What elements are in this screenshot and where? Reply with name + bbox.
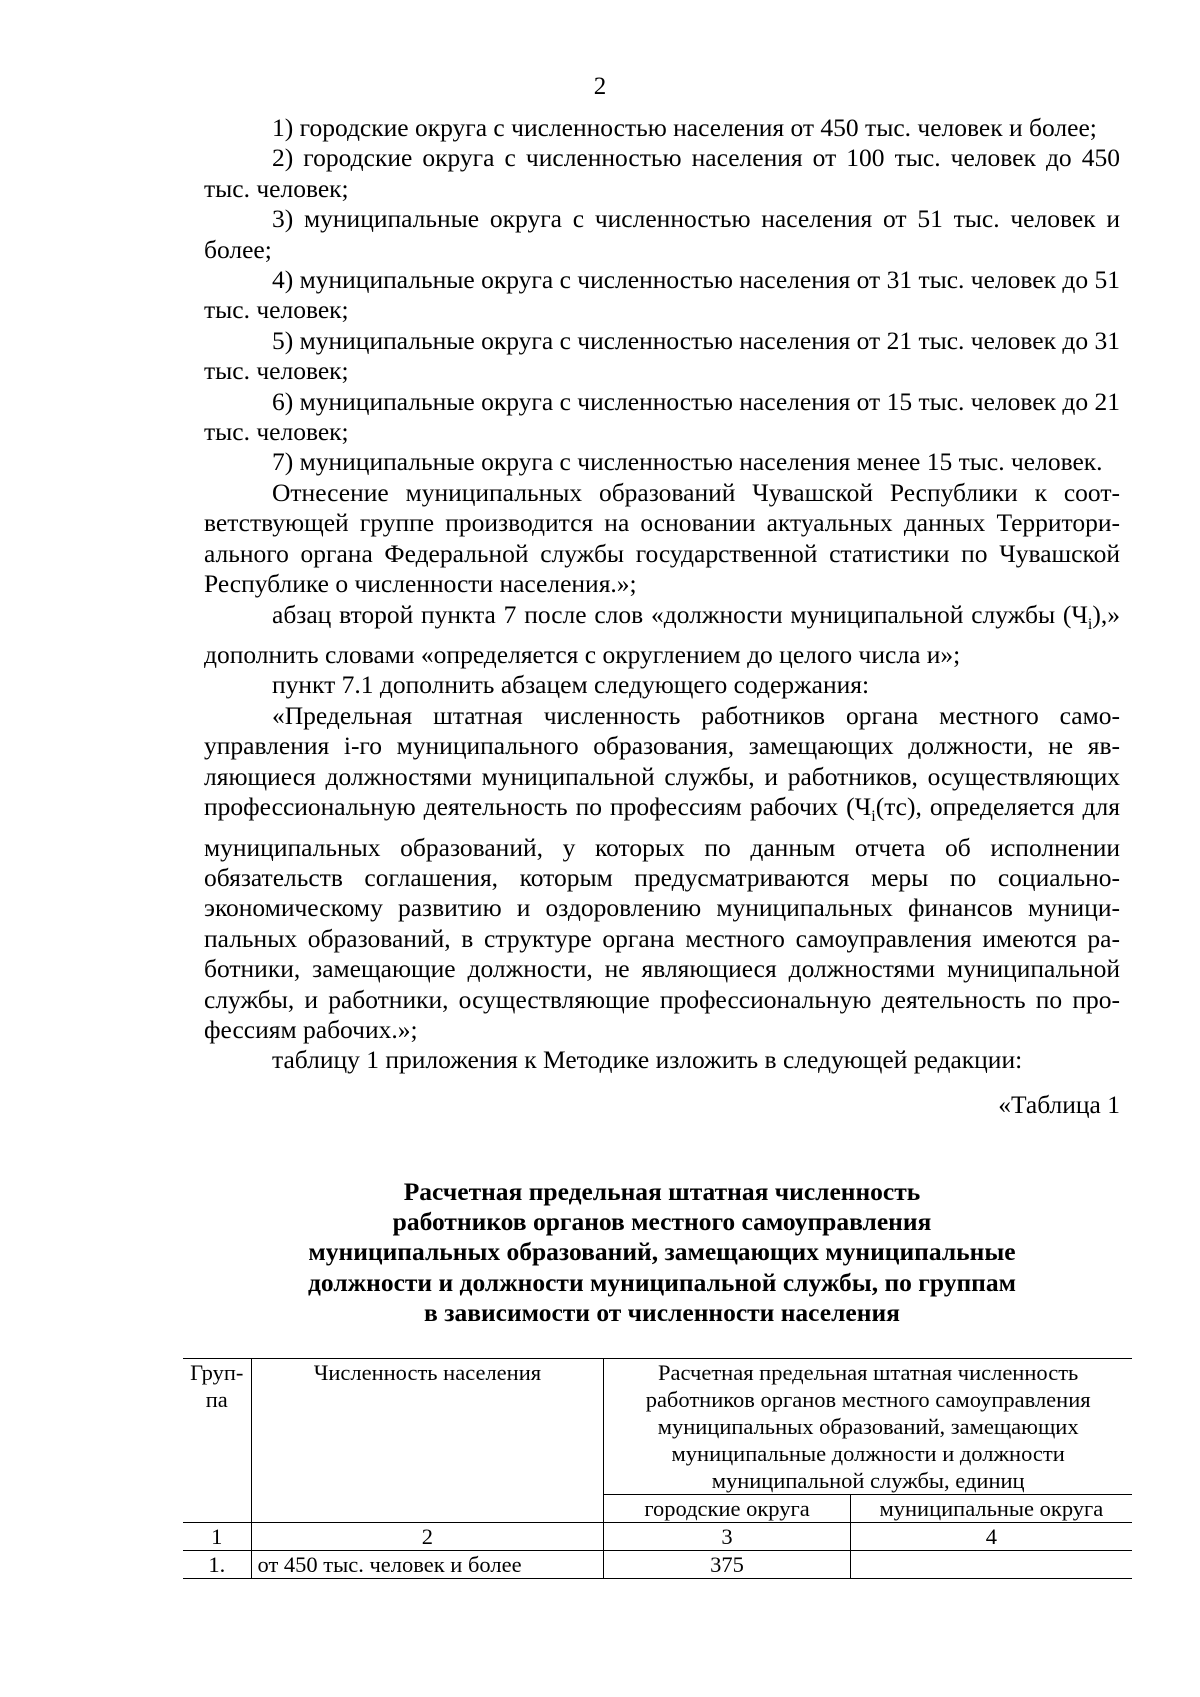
table-title	[204, 1177, 1120, 1328]
column-number: 3	[604, 1523, 850, 1551]
paragraph-item-6: 6) муниципальные округа с численностью населения от 15 тыс. человек до 21 тыс. человек;	[204, 386, 1120, 447]
table-title-line: Расчетная предельная штатная численность	[403, 1177, 921, 1206]
table-label: «Таблица 1	[998, 1089, 1120, 1119]
paragraph-assignment: Отнесение муниципальных образований Чувашской Республики к соответствующей группе производится на основании актуальных данных Территориального органа Федеральной службы государственной статистики по Чувашской Республике о численности населения.»;	[204, 477, 1120, 599]
header-group: Груп- па	[183, 1359, 251, 1523]
paragraph-item-4: 4) муниципальные округа с численностью населения от 31 тыс. человек до 51 тыс. человек;	[204, 265, 1120, 325]
column-number: 2	[251, 1523, 604, 1551]
table-title-line: должности и должности муниципальной службы, по группам	[308, 1267, 1016, 1297]
column-number: 1	[183, 1523, 251, 1551]
table-header-row	[183, 1359, 1132, 1495]
paragraph-item-2: 2) городские округа с численностью населения от 100 тыс. человек до 450 тыс. человек;	[204, 143, 1120, 203]
cell-group: 1.	[183, 1551, 251, 1579]
paragraph-item-7: 7) муниципальные округа с численностью населения менее 15 тыс. человек.	[272, 447, 1103, 477]
abzac-text-after: ),» дополнить словами «определяется с округлением до целого числа и»;	[204, 599, 1120, 669]
header-municipal: муниципальные округа	[850, 1495, 1132, 1523]
paragraph-quote	[204, 701, 1120, 1046]
paragraph-item-1: 1) городские округа с численностью населения от 450 тыс. человек и более;	[272, 113, 1097, 142]
header-city: городские округа	[604, 1495, 850, 1523]
body-text	[204, 113, 1120, 1120]
abzac-subscript: i	[1087, 615, 1093, 633]
cell-city: 375	[604, 1551, 850, 1579]
column-number: 4	[850, 1523, 1132, 1551]
quote-subscript: i	[871, 808, 876, 826]
staff-table	[183, 1358, 1132, 1579]
quote-text-before: «Предельная штатная численность работников органа местного самоуправления i-го муниципального образования, замещающих должности, не являющиеся должностями муниципальной службы, и работников, осуществляющих профессиональную деятельность по профессиям рабочих (Ч	[204, 700, 1120, 822]
table-title-line: в зависимости от численности населения	[424, 1297, 900, 1327]
paragraph-abzac	[204, 600, 1120, 671]
cell-population: от 450 тыс. человек и более	[251, 1551, 604, 1579]
table-row	[183, 1551, 1132, 1579]
table-column-numbers-row	[183, 1523, 1132, 1551]
paragraph-item-5: 5) муниципальные округа с численностью населения от 21 тыс. человек до 31 тыс. человек;	[204, 325, 1120, 386]
header-population: Численность населения	[251, 1359, 604, 1523]
quote-text-after: (тс), определяется для муниципальных образований, у которых по данным отчета об исполнении обязательств соглашения, которым предусматриваются меры по социально-экономическому развитию и оздоровлению муниципальных финансов муниципальных образований, в структуре органа местного самоуправления имеются работники, замещающие должности, не являющиеся должностями муниципальной службы, и работники, осуществляющие профессиональную деятельность по профессиям рабочих.»;	[204, 792, 1120, 1044]
table-title-line: муниципальных образований, замещающих муниципальные	[308, 1237, 1016, 1267]
page-number: 2	[593, 73, 607, 100]
paragraph-punkt: пункт 7.1 дополнить абзацем следующего содержания:	[272, 670, 870, 700]
paragraph-item-3: 3) муниципальные округа с численностью населения от 51 тыс. человек и более;	[204, 204, 1120, 264]
cell-municipal	[850, 1551, 1132, 1579]
header-staff: Расчетная предельная штатная численность работников органов местного самоуправления муниципальных образований, замещающих муниципальные должности и должности муниципальной службы, единиц	[604, 1359, 1132, 1495]
table-title-line: работников органов местного самоуправления	[392, 1207, 932, 1237]
abzac-text-before: абзац второй пункта 7 после слов «должности муниципальной службы (Ч	[272, 599, 1088, 629]
paragraph-table-intro: таблицу 1 приложения к Методике изложить в следующей редакции:	[272, 1045, 1023, 1075]
